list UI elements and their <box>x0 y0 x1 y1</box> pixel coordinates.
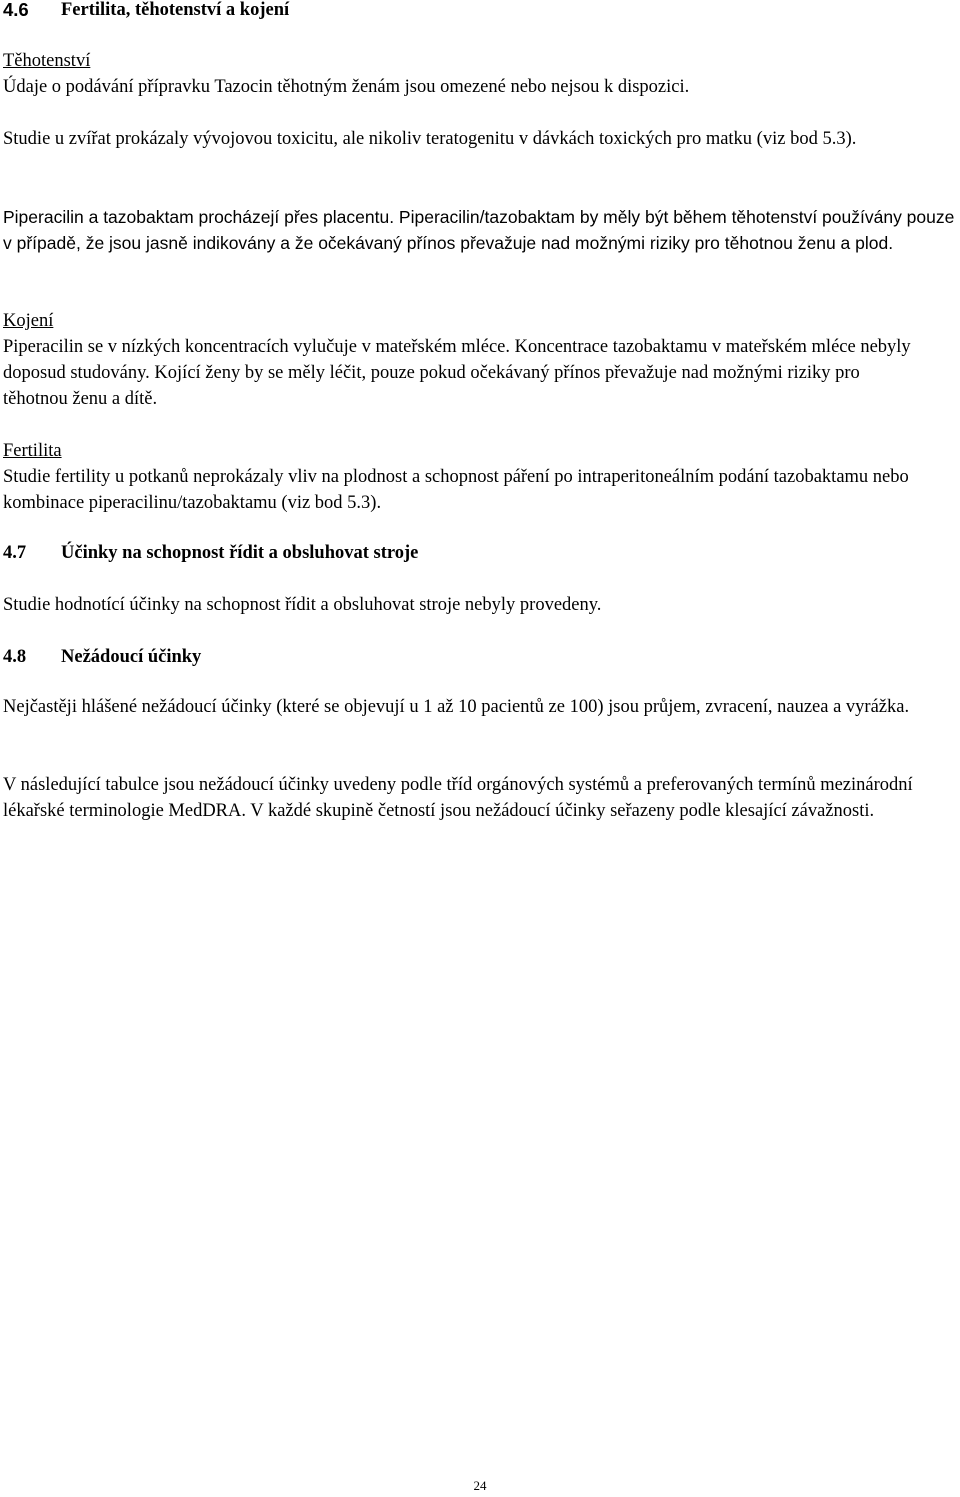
pregnancy-paragraph-3: Piperacilin a tazobaktam procházejí přes placentu. Piperacilin/tazobaktam by měly být během těhotenství používány pouze v případě, že jsou jasně indikovány a že očekávaný přínos převažuje nad možnými riziky pro těhotnou ženu a plod. <box>3 207 955 253</box>
section-number: 4.8 <box>3 647 27 667</box>
section-number: 4.6 <box>3 0 29 20</box>
section-title: Nežádoucí účinky <box>61 647 202 667</box>
lactation-paragraph: Piperacilin se v nízkých koncentracích vylučuje v mateřském mléce. Koncentrace tazobaktamu v mateřském mléce nebyly doposud studovány. Kojící ženy by se měly léčit, pouze pokud očekávaný přínos převažuje nad možnými riziky pro těhotnou ženu a dítě. <box>3 337 911 409</box>
pregnancy-block <box>3 48 953 100</box>
fertility-paragraph: Studie fertility u potkanů neprokázaly vliv na plodnost a schopnost páření po intraperitoneálním podání tazobaktamu nebo kombinace piperacilinu/tazobaktamu (viz bod 5.3). <box>3 467 909 513</box>
fertility-block <box>3 438 953 516</box>
pregnancy-paragraph-2: Studie u zvířat prokázaly vývojovou toxicitu, ale nikoliv teratogenitu v dávkách toxických pro matku (viz bod 5.3). <box>3 129 857 149</box>
lactation-subheading: Kojení <box>3 311 54 331</box>
section-4-8-heading <box>3 644 953 670</box>
section-number: 4.7 <box>3 543 27 563</box>
lactation-block <box>3 308 953 412</box>
section-4-6-heading <box>3 0 953 23</box>
section-title: Fertilita, těhotenství a kojení <box>61 0 290 20</box>
section-4-8-paragraph-1: Nejčastěji hlášené nežádoucí účinky (které se objevují u 1 až 10 pacientů ze 100) jsou průjem, zvracení, nauzea a vyrážka. <box>3 697 910 717</box>
pregnancy-paragraph-1: Údaje o podávání přípravku Tazocin těhotným ženám jsou omezené nebo nejsou k dispozici. <box>3 77 690 97</box>
fertility-subheading: Fertilita <box>3 441 62 461</box>
section-4-7-heading <box>3 540 953 566</box>
pregnancy-subheading: Těhotenství <box>3 51 91 71</box>
section-title: Účinky na schopnost řídit a obsluhovat stroje <box>61 543 419 563</box>
section-4-8-paragraph-2: V následující tabulce jsou nežádoucí účinky uvedeny podle tříd orgánových systémů a preferovaných termínů mezinárodní lékařské terminologie MedDRA. V každé skupině četností jsou nežádoucí účinky seřazeny podle klesající závažnosti. <box>3 775 913 821</box>
section-4-7-paragraph: Studie hodnotící účinky na schopnost řídit a obsluhovat stroje nebyly provedeny. <box>3 595 602 615</box>
page-number: 24 <box>473 1478 487 1493</box>
